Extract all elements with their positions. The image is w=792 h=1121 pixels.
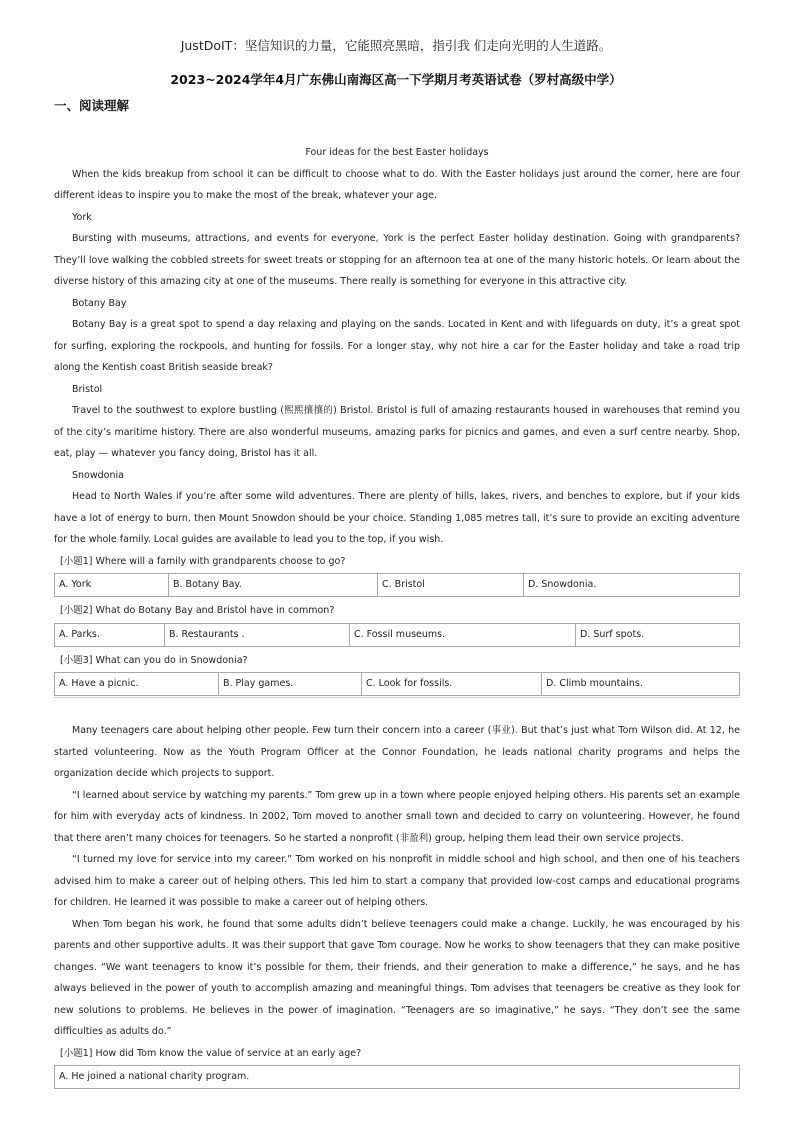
- section-divider: [54, 697, 740, 698]
- option-a[interactable]: A. Have a picnic.: [55, 673, 219, 695]
- passage-1: [54, 142, 740, 699]
- section-text-york: Bursting with museums, attractions, and events for everyone, York is the perfect Easter holiday destination. Going with grandparents? They’ll love walking the cobbled streets for sweet treats or stopping for an afternoon tea at one of the many historic hotels. Or learn about the diverse history of this amazing city at one of the museums. There really is something for everyone in this attractive city.: [54, 233, 740, 287]
- question-stem: [小题1] Where will a family with grandparents choose to go?: [60, 555, 346, 567]
- passage-intro: When the kids breakup from school it can be difficult to choose what to do. With the Easter holidays just around the corner, here are four different ideas to inspire you to make the most of the break, whatever your age.: [54, 168, 740, 201]
- option-a[interactable]: A. He joined a national charity program.: [59, 1071, 250, 1082]
- option-d[interactable]: D. Surf spots.: [580, 628, 645, 640]
- option-c[interactable]: C. Bristol: [378, 574, 524, 596]
- option-a[interactable]: A. York: [55, 574, 169, 596]
- section-heading: 一、阅读理解: [54, 98, 130, 113]
- passage-title: Four ideas for the best Easter holidays: [305, 147, 489, 158]
- header-motto: JustDoIT：坚信知识的力量，它能照亮黑暗，指引我 们走向光明的人生道路。: [180, 38, 612, 53]
- options-table: [54, 672, 740, 696]
- page-title: 2023~2024学年4月广东佛山南海区高一下学期月考英语试卷（罗村高级中学）: [170, 72, 622, 87]
- section-heading-snowdonia: Snowdonia: [72, 469, 124, 481]
- section-text-snowdonia: Head to North Wales if you’re after some wild adventures. There are plenty of hills, lakes, rivers, and benches to explore, but if your kids have a lot of energy to burn, then Mount Snowdon should be your choice. Standing 1,085 metres tall, it’s sure to provide an exciting adventure for the whole family. Local guides are available to lead you to the top, if you wish.: [54, 491, 740, 545]
- passage-paragraph: “I turned my love for service into my career.” Tom worked on his nonprofit in middle school and high school, and then one of his teachers advised him to make a career out of helping others. This led him to start a company that provided low-cost camps and educational programs for children. He learned it was possible to make a career out of helping others.: [54, 854, 740, 908]
- option-b[interactable]: B. Botany Bay.: [169, 574, 378, 596]
- passage-paragraph: “I learned about service by watching my parents.” Tom grew up in a town where people enjoyed helping others. His parents set an example for him with everyday acts of kindness. In 2002, Tom moved to another small town and decided to carry on volunteering. However, he found that there aren’t many choices for teenagers. So he started a nonprofit (非盈利) group, helping them lead their own service projects.: [54, 789, 740, 844]
- option-c[interactable]: C. Look for fossils.: [362, 673, 542, 695]
- question-stem: [小题1] How did Tom know the value of service at an early age?: [60, 1047, 362, 1059]
- option-d[interactable]: D. Snowdonia.: [528, 579, 597, 590]
- options-table: [54, 573, 740, 597]
- passage-paragraph: Many teenagers care about helping other people. Few turn their concern into a career (事业). But that’s just what Tom Wilson did. At 12, he started volunteering. Now as the Youth Program Officer at the Connor Foundation, he leads national charity programs and helps the organization decide which projects to support.: [54, 725, 740, 779]
- passage-2: [54, 720, 740, 1092]
- option-b[interactable]: B. Restaurants .: [165, 624, 350, 646]
- option-a[interactable]: A. Parks.: [55, 624, 165, 646]
- question-stem: [小题2] What do Botany Bay and Bristol have in common?: [60, 605, 335, 616]
- options-table: [54, 623, 740, 647]
- option-b[interactable]: B. Play games.: [219, 673, 362, 695]
- option-c[interactable]: C. Fossil museums.: [350, 624, 576, 646]
- question-stem: [小题3] What can you do in Snowdonia?: [60, 654, 248, 666]
- section-heading-botany-bay: Botany Bay: [72, 297, 127, 309]
- section-text-botany-bay: Botany Bay is a great spot to spend a day relaxing and playing on the sands. Located in Kent and with lifeguards on duty, it’s a great spot for surfing, exploring the rockpools, and hunting for fossils. For a longer stay, why not hire a car for the Easter holiday and take a road trip along the Kentish coast British seaside break?: [54, 319, 740, 373]
- options-table: [54, 1065, 740, 1089]
- passage-paragraph: When Tom began his work, he found that some adults didn’t believe teenagers could make a change. Luckily, he was encouraged by his parents and other supportive adults. It was their support that gave Tom courage. Now he works to show teenagers that they can make positive changes. “We want teenagers to know it’s possible for them, their friends, and their generation to make a difference,” he says, and he has always believed in the power of youth to accomplish amazing and meaningful things. Tom advises that teenagers be creative as they look for new solutions to problems. He believes in the power of imagination. “Teenagers are so imaginative,” he says. “They don’t see the same difficulties as adults do.”: [54, 918, 740, 1037]
- section-text-bristol: Travel to the southwest to explore bustling (熙熙攘攘的) Bristol. Bristol is full of amazing restaurants housed in warehouses that remind you of the city’s maritime history. There are also wonderful museums, amazing parks for picnics and games, and even a surf centre nearby. Shop, eat, play — whatever you fancy doing, Bristol has it all.: [54, 405, 740, 459]
- section-heading-bristol: Bristol: [72, 383, 103, 395]
- option-d[interactable]: D. Climb mountains.: [546, 678, 643, 689]
- section-heading-york: York: [72, 211, 92, 223]
